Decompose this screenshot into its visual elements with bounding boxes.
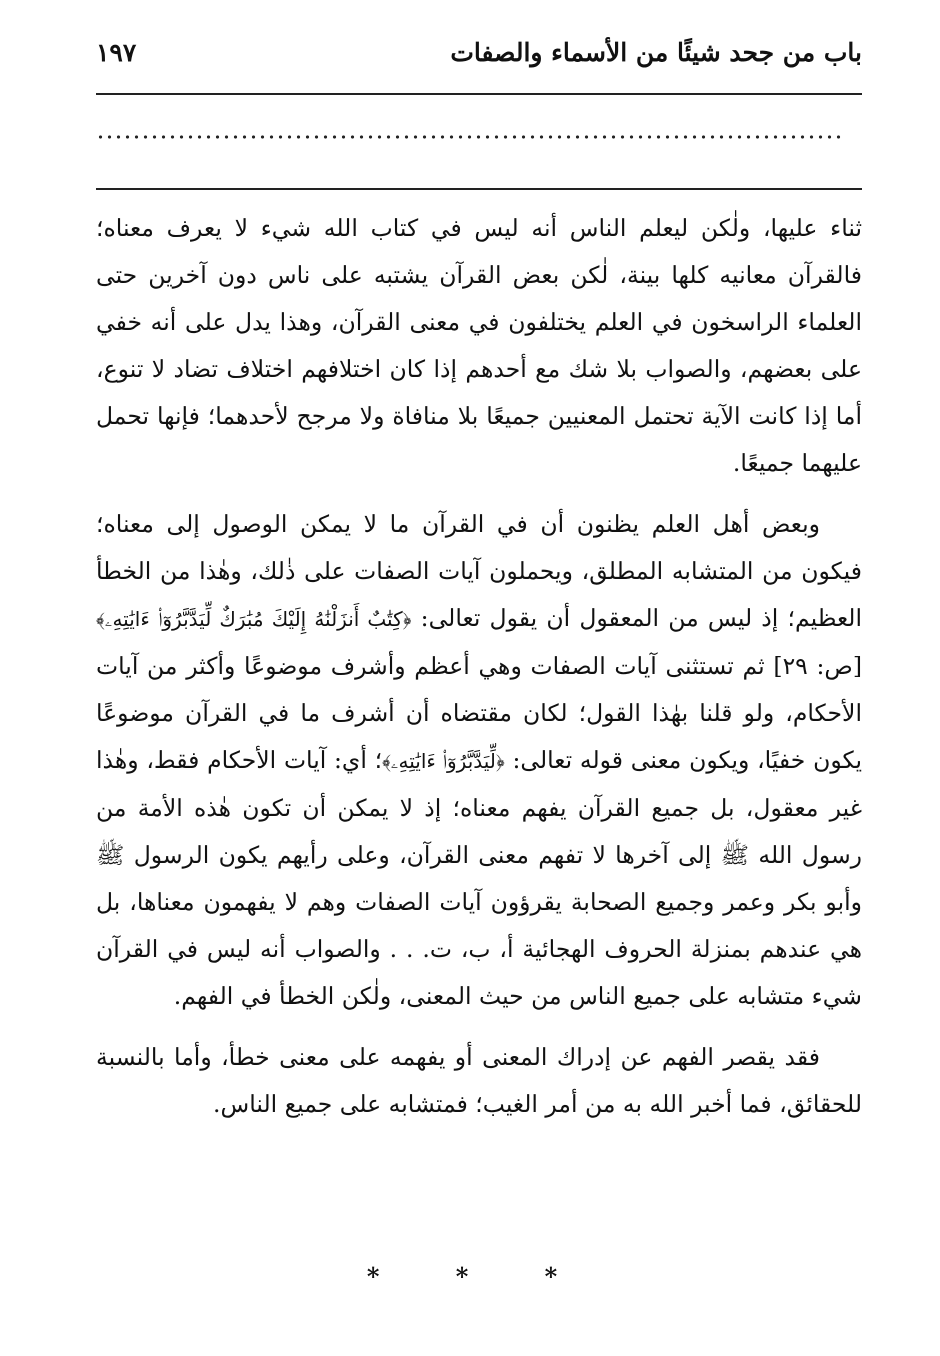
closing-ornament: * * * — [366, 1262, 592, 1291]
dotted-separator — [96, 130, 844, 144]
header-rule — [96, 93, 862, 95]
quran-verse-2: ﴿لِّيَدَّبَّرُوٓا۟ ءَايَٰتِهِۦ﴾ — [382, 749, 505, 773]
page-header — [96, 38, 862, 78]
paragraph-1: ثناء عليها، ولٰكن ليعلم الناس أنه ليس في كتاب الله شيء لا يعرف معناه؛ فالقرآن معانيه كلها بينة، لٰكن بعض القرآن يشتبه على ناس دون آخرين حتى العلماء الراسخون في العلم يختلفون في معنى القرآن، وهذا يدل على أنه خفي على بعضهم، والصواب بلا شك مع أحدهم إذا كان اختلافهم اختلاف تضاد لا تنوع، أما إذا كانت الآية تحتمل المعنيين جميعًا بلا منافاة ولا مرجح لأحدهما؛ فإنها تحمل عليهما جميعًا. — [96, 214, 862, 477]
text-separator-rule — [96, 188, 862, 190]
paragraph-2-part-3: ؛ أي: آيات الأحكام فقط، وهٰذا غير معقول، بل جميع القرآن يفهم معناه؛ إذ لا يمكن أن تكون هٰذه الأمة من رسول الله ﷺ إلى آخرها لا تفهم معنى القرآن، وعلى رأيهم يكون الرسول ﷺ وأبو بكر وعمر وجميع الصحابة يقرؤون آيات الصفات وهم لا يفهمون معناها، بل هي عندهم بمنزلة الحروف الهجائية أ، ب، ت. . . والصواب أنه ليس في القرآن شيء متشابه على جميع الناس من حيث المعنى، ولٰكن الخطأ في الفهم. — [96, 746, 862, 1010]
page-body — [96, 205, 862, 1142]
paragraph-2-part-1: وبعض أهل العلم يظنون أن في القرآن ما لا يمكن الوصول إلى معناه؛ فيكون من المتشابه المطلق، ويحملون آيات الصفات على ذٰلك، وهٰذا من الخطأ العظيم؛ إذ ليس من المعقول أن يقول تعالى: — [96, 510, 862, 632]
running-title: باب من جحد شيئًا من الأسماء والصفات — [450, 38, 862, 67]
quran-verse-1: ﴿كِتَٰبٌ أَنزَلْنَٰهُ إِلَيْكَ مُبَٰرَكٌ لِّيَدَّبَّرُوٓا۟ ءَايَٰتِهِۦ﴾ — [96, 607, 412, 631]
paragraph-2 — [96, 501, 862, 1020]
page-number: ١٩٧ — [96, 38, 137, 67]
paragraph-2-part-2: [ص: ٢٩] ثم تستثنى آيات الصفات وهي أعظم وأشرف موضوعًا وأكثر من آيات الأحكام، ولو قلنا بهٰذا القول؛ لكان مقتضاه أن أشرف ما في القرآن موضوعًا يكون خفيًا، ويكون معنى قوله تعالى: — [96, 652, 863, 774]
paragraph-3: فقد يقصر الفهم عن إدراك المعنى أو يفهمه على معنى خطأ، وأما بالنسبة للحقائق، فما أخبر الله به من أمر الغيب؛ فمتشابه على جميع الناس. — [96, 1043, 862, 1118]
